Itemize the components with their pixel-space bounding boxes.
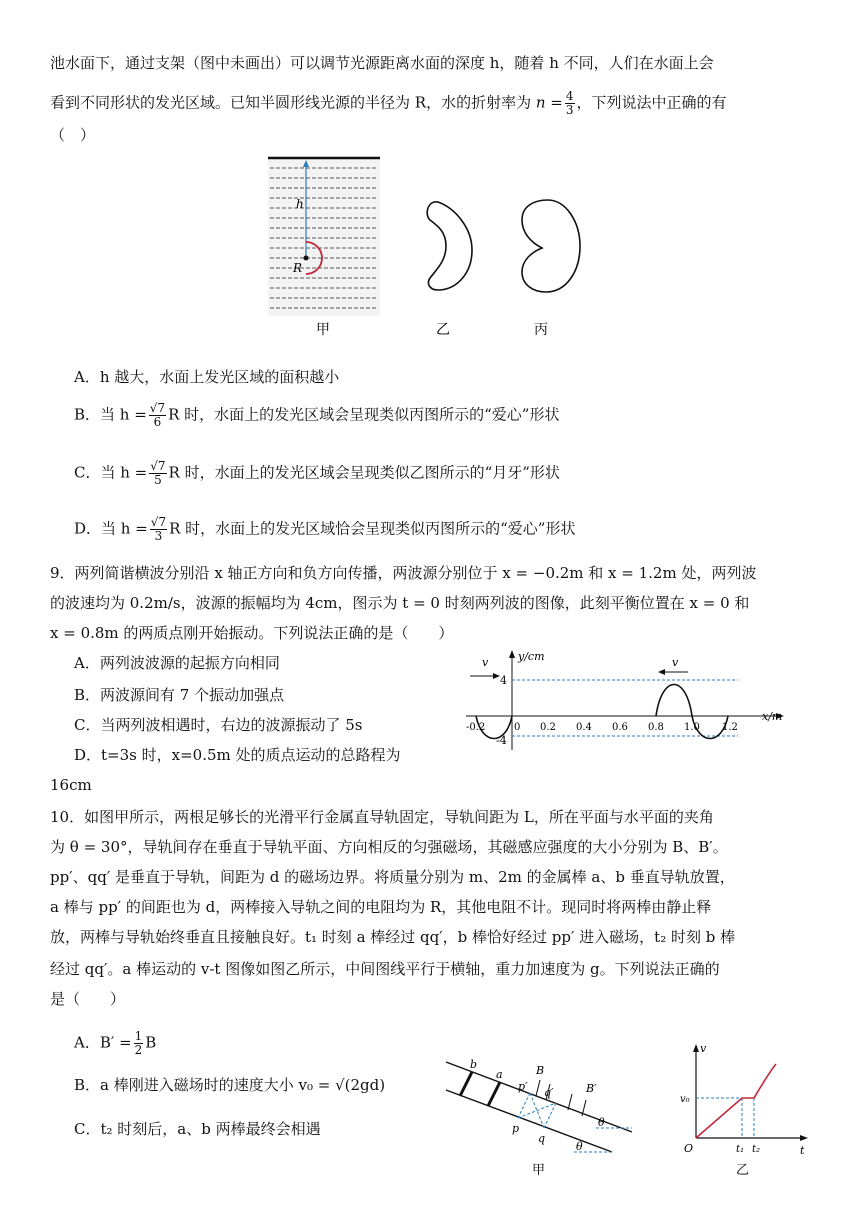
q8-d-post: R 时，水面上的发光区域恰会呈现类似丙图所示的“爱心”形状	[169, 519, 576, 538]
label-p-prime: p′	[518, 1080, 528, 1093]
q8-b-pre: B．当 h =	[74, 405, 147, 424]
t1-label: t₁	[736, 1144, 745, 1155]
q10-line5: 放，两棒与导轨始终垂直且接触良好。t₁ 时刻 a 棒经过 qq′，b 棒恰好经过 pp′ 进入磁场，t₂ 时刻 b 棒	[50, 928, 736, 946]
q8-d-pre: D．当 h =	[74, 519, 148, 538]
q10-figure-yi	[680, 1040, 810, 1180]
R-label: R	[293, 261, 303, 275]
t-axis-label: t	[800, 1144, 805, 1157]
y-axis-label: y/cm	[518, 650, 545, 663]
label-jia: 甲	[532, 1163, 546, 1178]
rod-b	[460, 1072, 472, 1096]
t2-label: t₂	[752, 1144, 761, 1155]
q9-line1: 9．两列简谐横波分别沿 x 轴正方向和负方向传播，两波源分别位于 x = −0.2m 和 x = 1.2m 处，两列波	[50, 564, 757, 582]
q8-c-den: 5	[154, 473, 162, 487]
q8-figure	[260, 150, 600, 340]
q10-option-a	[74, 1030, 156, 1057]
y-tick-4: 4	[500, 674, 507, 687]
label-bing: 丙	[534, 322, 548, 338]
q8-n-fraction	[565, 90, 575, 117]
vt-curve	[696, 1064, 776, 1138]
x-axis-label: x/m	[762, 710, 783, 723]
q10-a-num: 1	[134, 1029, 143, 1043]
label-q: q	[538, 1132, 546, 1145]
q9-option-b: B．两波源间有 7 个振动加强点	[74, 686, 285, 704]
q10-option-c: C．t₂ 时刻后，a、b 两棒最终会相遇	[74, 1120, 321, 1138]
x-tick-0.6: 0.6	[612, 722, 628, 733]
label-yi: 乙	[736, 1163, 750, 1178]
x-tick-0.4: 0.4	[576, 722, 592, 733]
q10-line6: 经过 qq′。a 棒运动的 v-t 图像如图乙所示，中间图线平行于横轴，重力加速度为 g。下列说法正确的	[50, 960, 720, 978]
water-tank	[268, 158, 380, 316]
label-B-prime: B′	[586, 1082, 597, 1095]
q8-d-den: 3	[154, 529, 163, 543]
q8-b-den: 6	[153, 415, 162, 429]
x-tick-1.2: 1.2	[722, 722, 738, 733]
q8-c-fraction	[149, 460, 166, 487]
q8-option-b	[74, 402, 559, 429]
q10-a-fraction	[134, 1030, 144, 1057]
q8-b-post: R 时，水面上的发光区域会呈现类似丙图所示的“爱心”形状	[168, 405, 560, 424]
q8-answer-paren: （ ）	[50, 126, 96, 144]
q9-wave-graph	[462, 646, 792, 756]
v0-label: v₀	[680, 1094, 690, 1105]
q10-figure-jia	[436, 1044, 646, 1184]
q8-b-num: √7	[149, 401, 166, 415]
q8-d-num: √7	[150, 515, 167, 529]
q10-line3: pp′、qq′ 是垂直于导轨，间距为 d 的磁场边界。将质量分别为 m、2m 的金属棒 a、b 垂直导轨放置，	[50, 868, 735, 886]
q9-option-c: C．当两列波相遇时，右边的波源振动了 5s	[74, 716, 363, 734]
q8-option-c	[74, 460, 560, 487]
x-tick-1.0: 1.0	[684, 722, 700, 733]
center-dot	[304, 256, 309, 261]
rod-a	[488, 1082, 500, 1106]
x-tick-0.2: 0.2	[540, 722, 556, 733]
v-axis-label: v	[700, 1042, 707, 1055]
label-B: B	[536, 1064, 545, 1077]
label-yi: 乙	[436, 322, 450, 338]
label-p: p	[512, 1122, 520, 1135]
q9-option-a: A．两列波波源的起振方向相同	[74, 654, 280, 672]
label-theta-top: θ	[598, 1116, 605, 1129]
q8-n-num: 4	[565, 89, 574, 103]
boundary-qq	[544, 1103, 556, 1128]
q8-option-a: A．h 越大，水面上发光区域的面积越小	[74, 368, 340, 386]
crescent-shape	[427, 202, 472, 290]
q9-option-d-cont: 16cm	[50, 776, 92, 794]
q10-a-pre: A．B′ =	[74, 1033, 132, 1052]
label-a: a	[496, 1068, 503, 1081]
label-jia: 甲	[316, 322, 330, 338]
y-tick-neg4: -4	[496, 734, 507, 747]
q8-line2-text: 看到不同形状的发光区域。已知半圆形线光源的半径为 R，水的折射率为	[50, 93, 532, 112]
label-b: b	[470, 1058, 478, 1071]
q9-line3: x = 0.8m 的两质点刚开始振动。下列说法正确的是（ ）	[50, 624, 454, 642]
label-theta-bottom: θ	[576, 1140, 583, 1153]
q10-line2: 为 θ = 30°，导轨间存在垂直于导轨平面、方向相反的匀强磁场，其磁感应强度的大小分别为 B、B′。	[50, 838, 728, 856]
q10-option-b: B．a 棒刚进入磁场时的速度大小 v₀ = √(2gd)	[74, 1076, 386, 1094]
h-label: h	[296, 197, 304, 211]
q9-option-d: D．t=3s 时，x=0.5m 处的质点运动的总路程为	[74, 746, 401, 764]
rail-bottom	[446, 1090, 612, 1152]
q10-a-den: 2	[134, 1043, 143, 1057]
q8-b-fraction	[149, 402, 166, 429]
q10-line7: 是（ ）	[50, 990, 126, 1008]
q9-line2: 的波速均为 0.2m/s，波源的振幅均为 4cm，图示为 t = 0 时刻两列波的图像，此刻平衡位置在 x = 0 和	[50, 594, 750, 612]
q8-line2	[50, 90, 727, 117]
origin-label: O	[684, 1142, 694, 1155]
q10-a-post: B	[145, 1033, 157, 1052]
left-v-label: v	[482, 656, 489, 669]
q8-c-pre: C．当 h =	[74, 463, 148, 482]
q8-c-num: √7	[150, 459, 166, 473]
q8-line1: 池水面下，通过支架（图中未画出）可以调节光源距离水面的深度 h，随着 h 不同，人们在水面上会	[50, 54, 714, 72]
right-v-label: v	[672, 656, 679, 669]
q8-line2-tail: ，下列说法中正确的有	[576, 93, 727, 112]
q10-line1: 10．如图甲所示，两根足够长的光滑平行金属直导轨固定，导轨间距为 L，所在平面与水平面的夹角	[50, 808, 714, 826]
q10-line4: a 棒与 pp′ 的间距也为 d，两棒接入导轨之间的电阻均为 R，其他电阻不计。现同时将两棒由静止释	[50, 898, 712, 916]
label-q-prime: q′	[544, 1086, 554, 1099]
q8-d-fraction	[150, 516, 167, 543]
x-tick--0.2: -0.2	[466, 722, 486, 733]
heart-shape	[522, 200, 580, 292]
x-tick-0: 0	[514, 722, 521, 733]
x-tick-0.8: 0.8	[648, 722, 664, 733]
q8-n-den: 3	[565, 103, 574, 117]
q8-n-label: n =	[535, 93, 563, 112]
q8-option-d	[74, 516, 575, 543]
q8-c-post: R 时，水面上的发光区域会呈现类似乙图所示的“月牙”形状	[168, 463, 560, 482]
